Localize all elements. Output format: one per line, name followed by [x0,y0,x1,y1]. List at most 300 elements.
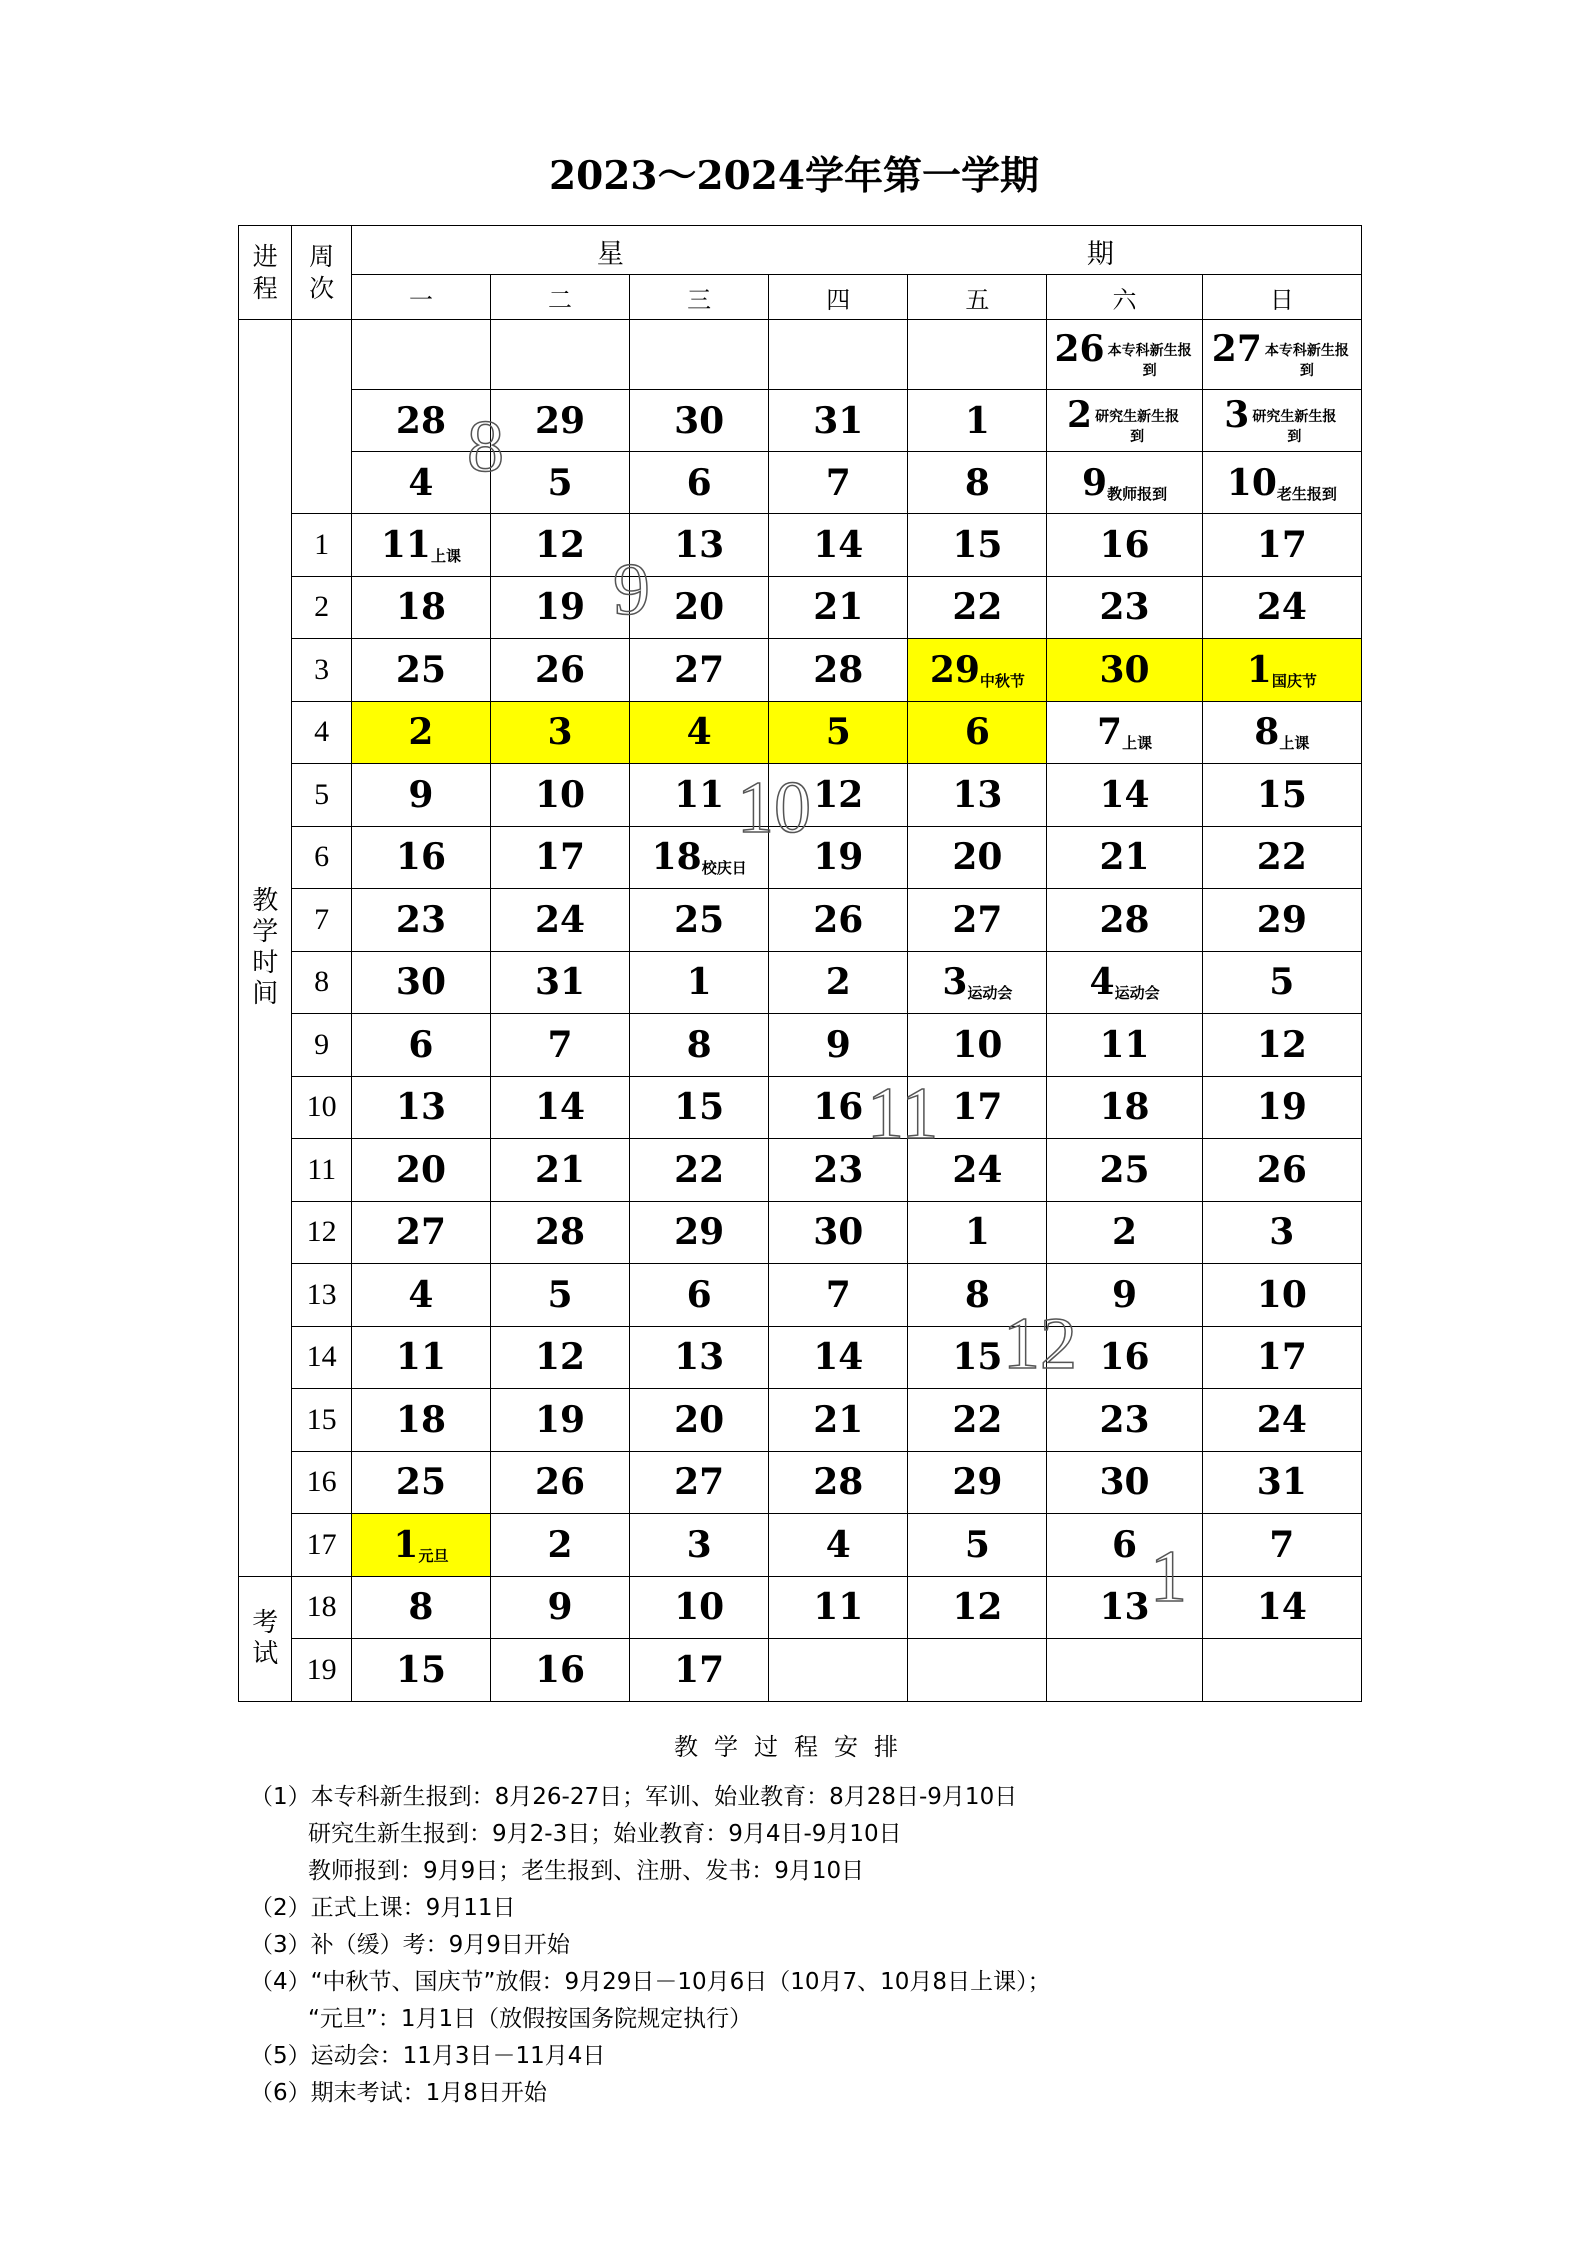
day-number: 5 [547,461,573,504]
empty-cell [630,320,769,390]
exam-label-char: 考 [252,1607,279,1638]
note-line: 教师报到：9月9日；老生报到、注册、发书：9月10日 [308,1858,865,1884]
day-cell [491,1576,630,1639]
day-cell [630,1076,769,1139]
day-number: 24 [1256,586,1307,629]
day-cell [1047,1576,1202,1639]
day-number: 15 [395,1648,446,1691]
day-number: 6 [1112,1523,1138,1566]
day-number: 17 [674,1648,725,1691]
week-header-char: 周 [309,241,335,271]
teaching-label-char: 间 [252,978,279,1009]
week-number: 14 [292,1326,351,1389]
day-number: 3 [942,961,968,1004]
day-cell [491,1326,630,1389]
day-number: 18 [395,1398,446,1441]
day-cell [908,1326,1047,1389]
day-cell [908,1014,1047,1077]
empty-cell [769,320,908,390]
day-number: 5 [964,1523,990,1566]
day-cell [908,1201,1047,1264]
day-cell [351,1264,490,1327]
day-cell [351,514,490,577]
progress-header [239,226,292,320]
day-note: 国庆节 [1271,671,1317,690]
day-cell [1047,1014,1202,1077]
day-number: 8 [686,1023,712,1066]
day-number: 30 [1099,648,1150,691]
week-number: 12 [292,1201,351,1264]
day-number: 6 [964,711,990,754]
day-number: 25 [1099,1148,1150,1191]
day-cell [908,1264,1047,1327]
day-cell [769,1139,908,1202]
day-cell [769,1451,908,1514]
day-number: 27 [395,1211,446,1254]
day-cell [630,1014,769,1077]
week-header [292,226,351,320]
progress-header-char: 程 [252,273,278,303]
week-number: 7 [292,889,351,952]
day-number: 19 [535,586,586,629]
day-cell [908,826,1047,889]
day-number: 16 [535,1648,586,1691]
day-cell [908,639,1047,702]
day-cell [491,514,630,577]
day-number: 26 [535,1461,586,1504]
day-number: 21 [813,586,864,629]
day-cell [769,951,908,1014]
day-number: 9 [1082,461,1108,504]
day-number: 21 [1099,836,1150,879]
day-number: 14 [813,523,864,566]
day-number: 22 [1256,836,1307,879]
day-cell [1047,826,1202,889]
calendar-table [238,225,1362,1702]
day-cell [491,701,630,764]
day-number: 8 [964,1273,990,1316]
month-mark-12: 12 [1003,1303,1077,1385]
day-cell [1047,701,1202,764]
day-number: 25 [674,898,725,941]
day-cell [351,1326,490,1389]
day-cell [630,390,769,452]
day-number: 11 [674,773,725,816]
exam-section-label [239,1576,292,1701]
day-cell [1047,639,1202,702]
day-note: 老生报到 [1276,484,1337,503]
day-number: 10 [1256,1273,1307,1316]
week-number: 8 [292,951,351,1014]
day-cell [630,452,769,514]
day-cell [908,951,1047,1014]
day-number: 18 [395,586,446,629]
day-cell [630,701,769,764]
schedule-notes [250,1779,1350,2112]
day-number: 11 [380,523,431,566]
month-mark-9: 9 [613,549,650,631]
week-number: 4 [292,701,351,764]
day-number: 12 [535,1336,586,1379]
teaching-label-char: 学 [252,916,279,947]
day-note: 研究生新生报到 [1252,409,1337,446]
day-cell [351,951,490,1014]
day-cell [1202,1076,1361,1139]
day-cell [630,1451,769,1514]
week-number: 15 [292,1389,351,1452]
day-number: 15 [1256,773,1307,816]
day-cell [351,1201,490,1264]
day-number: 26 [1256,1148,1307,1191]
day-cell [491,390,630,452]
day-note: 研究生新生报到 [1095,409,1180,446]
note-line: （1）本专科新生报到：8月26-27日；军训、始业教育：8月28日-9月10日 [250,1784,1018,1810]
pre-week-cell [292,320,351,514]
day-number: 22 [952,1398,1003,1441]
day-cell [1047,452,1202,514]
day-cell [1202,889,1361,952]
day-number: 6 [686,1273,712,1316]
day-number: 31 [1256,1461,1307,1504]
day-number: 9 [1112,1273,1138,1316]
weekday-header-6: 日 [1202,275,1361,320]
day-number: 28 [395,399,446,442]
day-cell [351,1076,490,1139]
day-number: 26 [1054,327,1105,370]
day-number: 7 [1269,1523,1295,1566]
day-cell [1047,1264,1202,1327]
day-cell [908,1139,1047,1202]
day-number: 19 [1256,1086,1307,1129]
day-number: 18 [1099,1086,1150,1129]
day-number: 22 [674,1148,725,1191]
day-cell [1202,1514,1361,1577]
day-cell [908,1451,1047,1514]
day-number: 9 [825,1023,851,1066]
day-cell [1047,1076,1202,1139]
day-cell [908,701,1047,764]
day-number: 30 [1099,1461,1150,1504]
day-cell [1047,1451,1202,1514]
day-number: 8 [964,461,990,504]
day-number: 11 [813,1586,864,1629]
week-number: 11 [292,1139,351,1202]
day-number: 20 [395,1148,446,1191]
day-number: 5 [1269,961,1295,1004]
day-cell [769,1201,908,1264]
day-number: 18 [651,836,702,879]
day-cell [491,1514,630,1577]
day-cell [908,576,1047,639]
day-number: 21 [535,1148,586,1191]
day-number: 20 [952,836,1003,879]
note-line: （4）“中秋节、国庆节”放假：9月29日－10月6日（10月7、10月8日上课）； [250,1969,1051,1995]
day-number: 4 [1089,961,1115,1004]
day-cell [491,951,630,1014]
day-cell [351,764,490,827]
day-number: 17 [1256,523,1307,566]
note-line: （2）正式上课：9月11日 [250,1895,516,1921]
week-number: 2 [292,576,351,639]
day-cell [1202,320,1361,390]
schedule-title: 教学过程安排 [674,1733,914,1761]
day-cell [1202,1264,1361,1327]
weekday-header-4: 五 [908,275,1047,320]
day-cell [769,1076,908,1139]
day-cell [491,1639,630,1702]
day-cell [908,514,1047,577]
day-number: 10 [1226,461,1277,504]
note-line: （5）运动会：11月3日－11月4日 [250,2043,606,2069]
day-number: 9 [547,1586,573,1629]
day-number: 27 [952,898,1003,941]
day-cell [908,1389,1047,1452]
day-cell [630,1514,769,1577]
weekday-header-5: 六 [1047,275,1202,320]
day-cell [1202,390,1361,452]
day-cell [630,1201,769,1264]
day-number: 5 [547,1273,573,1316]
day-number: 3 [686,1523,712,1566]
day-cell [630,1139,769,1202]
day-number: 13 [674,523,725,566]
day-number: 15 [952,1336,1003,1379]
day-number: 11 [1099,1023,1150,1066]
day-cell [491,1451,630,1514]
day-number: 2 [547,1523,573,1566]
day-number: 12 [952,1586,1003,1629]
week-number: 5 [292,764,351,827]
qi-label: 期 [1086,239,1114,270]
teaching-label-char: 时 [252,947,279,978]
day-cell [1202,452,1361,514]
day-number: 25 [395,1461,446,1504]
day-cell [491,1389,630,1452]
day-cell [769,1014,908,1077]
note-line: （6）期末考试：1月8日开始 [250,2080,547,2106]
day-number: 16 [813,1086,864,1129]
day-number: 27 [674,648,725,691]
day-number: 25 [395,648,446,691]
week-number: 18 [292,1576,351,1639]
day-number: 23 [1099,1398,1150,1441]
day-number: 11 [395,1336,446,1379]
day-cell [351,452,490,514]
day-cell [491,452,630,514]
day-number: 2 [408,711,434,754]
day-cell [351,1451,490,1514]
day-number: 29 [1256,898,1307,941]
day-cell [351,1389,490,1452]
day-number: 14 [1099,773,1150,816]
day-cell [908,1076,1047,1139]
day-number: 28 [1099,898,1150,941]
day-cell [769,826,908,889]
day-number: 19 [813,836,864,879]
day-cell [769,701,908,764]
day-cell [769,1514,908,1577]
day-number: 16 [1099,523,1150,566]
day-number: 17 [1256,1336,1307,1379]
day-number: 29 [929,648,980,691]
day-cell [908,1576,1047,1639]
day-cell [769,576,908,639]
day-cell [351,1514,490,1577]
day-cell [769,889,908,952]
day-number: 31 [813,399,864,442]
day-cell [630,639,769,702]
day-number: 30 [674,399,725,442]
day-number: 26 [535,648,586,691]
day-cell [769,1576,908,1639]
day-cell [1047,1514,1202,1577]
day-cell [351,1576,490,1639]
day-number: 20 [674,586,725,629]
day-number: 29 [674,1211,725,1254]
day-number: 14 [813,1336,864,1379]
day-number: 1 [1246,648,1272,691]
day-number: 24 [952,1148,1003,1191]
day-number: 26 [813,898,864,941]
week-number: 1 [292,514,351,577]
day-cell [630,951,769,1014]
week-number: 6 [292,826,351,889]
day-note: 上课 [430,546,461,565]
weekday-group-header [351,226,1361,275]
day-cell [1047,576,1202,639]
day-cell [630,1389,769,1452]
day-cell [769,390,908,452]
day-number: 12 [535,523,586,566]
day-cell [491,639,630,702]
day-number: 10 [952,1023,1003,1066]
day-cell [769,1264,908,1327]
progress-header-char: 进 [252,241,278,271]
day-number: 14 [1256,1586,1307,1629]
day-note: 校庆日 [701,859,747,878]
empty-cell [1202,1639,1361,1702]
day-number: 7 [1097,711,1123,754]
week-number: 17 [292,1514,351,1577]
day-cell [491,1076,630,1139]
day-number: 15 [674,1086,725,1129]
day-number: 4 [408,461,434,504]
day-number: 28 [813,648,864,691]
month-mark-8: 8 [467,406,504,488]
day-number: 30 [395,961,446,1004]
day-number: 4 [408,1273,434,1316]
day-cell [769,1389,908,1452]
day-cell [1202,701,1361,764]
day-number: 3 [547,711,573,754]
day-cell [491,826,630,889]
day-cell [908,764,1047,827]
day-number: 30 [813,1211,864,1254]
day-cell [1202,514,1361,577]
day-note: 本专科新生报到 [1264,343,1349,380]
month-mark-10: 10 [737,767,811,849]
day-cell [908,889,1047,952]
day-number: 28 [813,1461,864,1504]
day-number: 27 [674,1461,725,1504]
day-cell [908,390,1047,452]
day-cell [1047,951,1202,1014]
day-cell [769,1326,908,1389]
week-number: 13 [292,1264,351,1327]
week-number: 16 [292,1451,351,1514]
day-cell [630,1326,769,1389]
week-number: 10 [292,1076,351,1139]
day-number: 1 [964,1211,990,1254]
day-cell [630,1264,769,1327]
day-number: 1 [964,399,990,442]
day-number: 4 [686,711,712,754]
page-title: 2023～2024学年第一学期 [548,153,1040,199]
day-cell [1202,1451,1361,1514]
empty-cell [908,1639,1047,1702]
day-cell [769,514,908,577]
day-number: 2 [825,961,851,1004]
empty-cell [1047,1639,1202,1702]
day-number: 23 [395,898,446,941]
day-cell [1202,951,1361,1014]
empty-cell [491,320,630,390]
day-number: 16 [1099,1336,1150,1379]
day-cell [351,701,490,764]
day-cell [491,1139,630,1202]
day-number: 8 [408,1586,434,1629]
note-line: 研究生新生报到：9月2-3日；始业教育：9月4日-9月10日 [308,1821,902,1847]
day-cell [351,1139,490,1202]
day-number: 24 [535,898,586,941]
day-cell [1202,1014,1361,1077]
day-number: 20 [674,1398,725,1441]
day-cell [1202,1139,1361,1202]
weekday-header-0: 一 [351,275,490,320]
day-cell [351,576,490,639]
day-number: 7 [547,1023,573,1066]
day-number: 12 [813,773,864,816]
day-cell [351,639,490,702]
star-label: 星 [596,239,624,270]
day-cell [908,1514,1047,1577]
day-cell [351,826,490,889]
day-note: 本专科新生报到 [1107,343,1192,380]
day-number: 10 [535,773,586,816]
note-line: （3）补（缓）考：9月9日开始 [250,1932,570,1958]
day-cell [630,889,769,952]
day-cell [630,826,769,889]
day-number: 3 [1224,393,1250,436]
day-cell [1202,764,1361,827]
day-number: 23 [813,1148,864,1191]
day-cell [1047,1326,1202,1389]
day-note: 上课 [1279,734,1310,753]
month-mark-1: 1 [1150,1536,1187,1618]
day-number: 27 [1211,327,1262,370]
day-note: 运动会 [1114,984,1160,1003]
day-number: 6 [686,461,712,504]
day-cell [491,764,630,827]
day-cell [1047,390,1202,452]
day-cell [1047,889,1202,952]
week-header-char: 次 [309,273,335,303]
day-cell [491,576,630,639]
day-number: 17 [952,1086,1003,1129]
day-cell [1202,1576,1361,1639]
week-number: 3 [292,639,351,702]
day-number: 4 [825,1523,851,1566]
